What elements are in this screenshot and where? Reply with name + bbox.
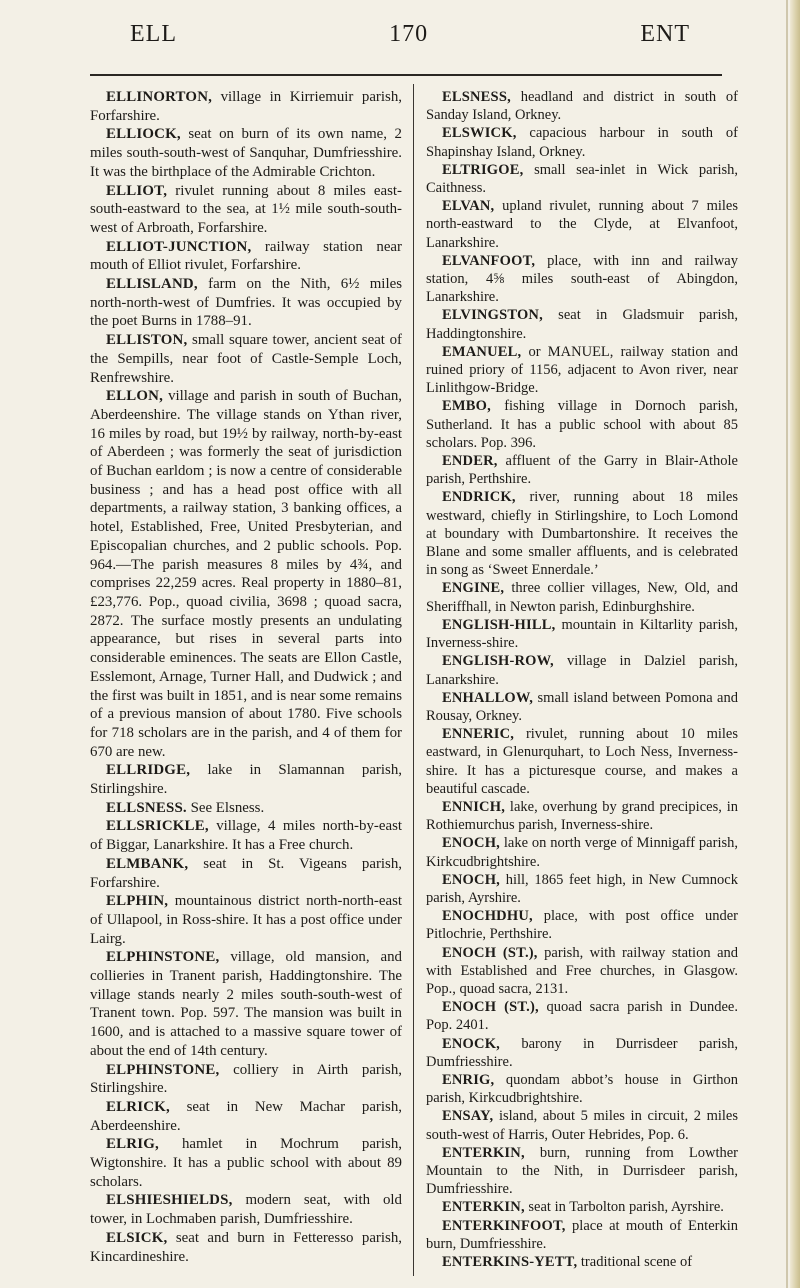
entry-headword: ELLON, <box>106 388 164 405</box>
entry-headword: ENNICH, <box>442 798 506 815</box>
entry-text: seat in Gladsmuir parish, Haddingtonshire. <box>426 307 738 342</box>
entry-text: or MANUEL, railway station and ruined priory of 1156, adjacent to Avon river, near Linlithgow-Bridge. <box>426 343 738 397</box>
gazetteer-entry <box>426 1198 738 1216</box>
page-edge <box>790 0 800 1288</box>
page-edge-line <box>786 0 788 1288</box>
entry-text: lake on north verge of Minnigaff parish, Kirkcudbrightshire. <box>426 835 738 870</box>
gazetteer-entry <box>426 1217 738 1253</box>
gazetteer-entry <box>90 761 402 798</box>
gazetteer-entry <box>426 88 738 124</box>
entry-headword: ENSAY, <box>442 1108 494 1125</box>
entry-text: village, 4 miles north-by-east of Biggar, Lanarkshire. It has a Free church. <box>90 818 402 854</box>
right-column <box>426 88 738 1271</box>
entry-text: capacious harbour in south of Shapinshay Island, Orkney. <box>426 125 738 160</box>
entry-headword: ELLINORTON, <box>106 89 213 105</box>
gazetteer-entry <box>426 725 738 798</box>
entry-headword: ELPHIN, <box>106 893 169 910</box>
entry-text: river, running about 18 miles westward, chiefly in Stirlingshire, to Loch Lomond at boundary with Dumbartonshire. It receives the Blane and some smaller affluents, and is celebrated in song as ‘Sweet Ennerdale.’ <box>426 489 738 579</box>
entry-headword: ELLRIDGE, <box>106 762 191 779</box>
entry-headword: EMBO, <box>442 398 491 415</box>
entry-headword: ELLISLAND, <box>106 276 198 293</box>
entry-text: place at mouth of Enterkin burn, Dumfriesshire. <box>426 1217 738 1252</box>
entry-text: affluent of the Garry in Blair-Athole parish, Perthshire. <box>426 453 738 488</box>
entry-text: island, about 5 miles in circuit, 2 miles south-west of Harris, Outer Hebrides, Pop. 6. <box>426 1108 738 1143</box>
entry-text: traditional scene of <box>577 1254 693 1270</box>
entry-headword: ENGLISH-HILL, <box>442 616 556 633</box>
entry-text: place, with inn and railway station, 4⅝ miles south-east of Abingdon, Lanarkshire. <box>426 252 738 306</box>
left-guide-word: ELL <box>130 20 177 47</box>
gazetteer-entry <box>90 125 402 181</box>
gazetteer-entry <box>90 855 402 892</box>
entry-text: headland and district in south of Sanday Island, Orkney. <box>426 89 738 124</box>
gazetteer-entry <box>90 88 402 125</box>
entry-headword: ELLSNESS. <box>106 799 187 816</box>
entry-text: quoad sacra parish in Dundee. Pop. 2401. <box>426 999 738 1034</box>
gazetteer-entry <box>90 182 402 238</box>
gazetteer-entry <box>426 161 738 197</box>
entry-text: seat in New Machar parish, Aberdeenshire. <box>90 1098 402 1134</box>
entry-text: lake in Slamannan parish, Stirlingshire. <box>90 762 402 798</box>
entry-text: mountain in Kiltarlity parish, Inverness-shire. <box>426 616 738 652</box>
gazetteer-entry <box>426 871 738 907</box>
gazetteer-entry <box>90 1191 402 1228</box>
entry-text: modern seat, with old tower, in Lochmaben parish, Dumfriesshire. <box>90 1192 402 1228</box>
entry-headword: ELSHIESHIELDS, <box>106 1192 233 1209</box>
entry-headword: ELLISTON, <box>106 332 188 349</box>
entry-headword: ELTRIGOE, <box>442 161 524 178</box>
gazetteer-entry <box>90 387 402 761</box>
entry-text: village and parish in south of Buchan, Aberdeenshire. The village stands on Ythan river, 16 miles by road, but 19½ by railway, north-by-east of Aberdeen ; was formerly the seat of jurisdiction of Buchan earldom ; is now a centre of considerable business ; and has a head post office with all departments, a railway station, 3 banking offices, a hotel, Established, Free, United Presbyterian, and Episcopalian churches, and 2 public schools. Pop. 964.—The parish measures 8 miles by 4¾, and comprises 22,259 acres. Real property in 1880–81, £23,776. Pop., quoad civilia, 3698 ; quoad sacra, 2872. The surface mostly presents an undulating appearance, but rises in several parts into considerable eminences. The seats are Ellon Castle, Esslemont, Arnage, Turner Hall, and Dudwick ; and the first was built in 1851, and is near some remains of a previous mansion of about 1780. Five schools for 718 scholars are in the parish, and 4 of them for 670 are new. <box>90 388 402 760</box>
entry-headword: ELPHINSTONE, <box>106 1061 220 1078</box>
entry-headword: ENOCHDHU, <box>442 908 533 925</box>
entry-headword: ELLIOT, <box>106 182 168 199</box>
entry-headword: ENOCH, <box>442 871 500 888</box>
entry-text: lake, overhung by grand precipices, in Rothiemurchus parish, Inverness-shire. <box>426 798 738 834</box>
gazetteer-entry <box>426 1035 738 1071</box>
entry-text: seat and burn in Fetteresso parish, Kincardineshire. <box>90 1229 402 1265</box>
entry-text: small square tower, ancient seat of the Sempills, near foot of Castle-Semple Loch, Renfrewshire. <box>90 332 402 386</box>
entry-headword: ENTERKINS-YETT, <box>442 1254 578 1270</box>
entry-headword: ELSWICK, <box>442 125 517 142</box>
gazetteer-entry <box>90 1061 402 1098</box>
entry-text: three collier villages, New, Old, and Sheriffhall, in Newton parish, Edinburghshire. <box>426 580 738 615</box>
entry-headword: ELSNESS, <box>442 89 511 105</box>
column-divider <box>413 84 414 1276</box>
entry-text: rivulet running about 8 miles east-south-eastward to the sea, at 1½ mile south-south-west of Arbroath, Forfarshire. <box>90 182 402 236</box>
gazetteer-entry <box>426 1144 738 1199</box>
entry-text: parish, with railway station and with Established and Free churches, in Glasgow. Pop., quoad sacra, 2131. <box>426 944 739 997</box>
entry-text: fishing village in Dornoch parish, Sutherland. It has a public school with about 85 scholars. Pop. 396. <box>426 398 738 451</box>
entry-headword: ELRICK, <box>106 1098 170 1115</box>
header-rule <box>90 74 722 76</box>
entry-headword: EMANUEL, <box>442 343 522 360</box>
gazetteer-entry <box>90 1098 402 1135</box>
page-number: 170 <box>389 20 429 47</box>
gazetteer-entry <box>426 306 738 342</box>
entry-text: railway station near mouth of Elliot rivulet, Forfarshire. <box>90 238 402 274</box>
gazetteer-entry <box>90 238 402 275</box>
gazetteer-entry <box>426 124 738 160</box>
entry-text: village, old mansion, and collieries in Tranent parish, Haddingtonshire. The village stands nearly 2 miles south-south-west of Tranent town. Pop. 597. The mansion was built in 1600, and is attached to a massive square tower of about the end of 14th century. <box>90 949 402 1059</box>
entry-text: seat on burn of its own name, 2 miles south-south-west of Sanquhar, Dumfriesshire. It was the birthplace of the Admirable Crichton. <box>90 126 402 180</box>
entry-text: See Elsness. <box>186 799 265 816</box>
entry-text: seat in St. Vigeans parish, Forfarshire. <box>90 855 402 891</box>
entry-headword: ENTERKINFOOT, <box>442 1217 566 1234</box>
entry-headword: ELLIOT-JUNCTION, <box>106 238 252 255</box>
entry-text: hamlet in Mochrum parish, Wigtonshire. It has a public school with about 89 scholars. <box>90 1136 402 1190</box>
gazetteer-entry <box>426 834 738 870</box>
gazetteer-entry <box>426 488 738 579</box>
gazetteer-entry <box>90 892 402 948</box>
entry-headword: ELVINGSTON, <box>442 307 543 324</box>
gazetteer-entry <box>426 652 738 688</box>
entry-text: hill, 1865 feet high, in New Cumnock parish, Ayrshire. <box>426 871 738 906</box>
gazetteer-entry <box>90 799 402 818</box>
gazetteer-entry <box>426 616 738 652</box>
entry-headword: ELPHINSTONE, <box>106 949 220 966</box>
entry-headword: ELSICK, <box>106 1229 168 1246</box>
entry-headword: ENTERKIN, <box>442 1199 525 1216</box>
entry-text: burn, running from Lowther Mountain to the Nith, in Durrisdeer parish, Dumfriesshire. <box>426 1144 738 1198</box>
entry-headword: ELVANFOOT, <box>442 252 536 269</box>
gazetteer-entry <box>426 397 738 452</box>
entry-headword: ENDER, <box>442 453 498 470</box>
entry-text: farm on the Nith, 6½ miles north-north-west of Dumfries. It was occupied by the poet Burns in 1788–91. <box>90 276 402 330</box>
entry-headword: ENDRICK, <box>442 489 516 506</box>
gazetteer-entry <box>426 998 738 1034</box>
entry-text: seat in Tarbolton parish, Ayrshire. <box>524 1199 724 1216</box>
entry-headword: ENGINE, <box>442 580 505 597</box>
entry-headword: ELLIOCK, <box>106 126 181 143</box>
entry-headword: ENOCH (ST.), <box>442 999 539 1016</box>
entry-headword: ENOCH, <box>442 835 500 852</box>
entry-text: small island between Pomona and Rousay, Orkney. <box>426 689 738 724</box>
entry-headword: ELRIG, <box>106 1136 159 1153</box>
gazetteer-entry <box>90 817 402 854</box>
entry-text: mountainous district north-north-east of Ullapool, in Ross-shire. It has a post office under Lairg. <box>90 893 402 947</box>
entry-text: barony in Durrisdeer parish, Dumfriesshire. <box>426 1035 738 1070</box>
gazetteer-entry <box>426 343 738 398</box>
gazetteer-entry <box>426 197 738 252</box>
entry-text: upland rivulet, running about 7 miles north-eastward to the Clyde, at Elvanfoot, Lanarkshire. <box>426 198 738 251</box>
entry-text: village in Kirriemuir parish, Forfarshire. <box>90 89 402 124</box>
gazetteer-entry <box>90 1135 402 1191</box>
entry-headword: ENNERIC, <box>442 726 515 743</box>
gazetteer-entry <box>426 689 738 725</box>
entry-text: rivulet, running about 10 miles eastward, in Glenurquhart, to Loch Ness, Inverness-shire. It has a picturesque course, and makes a beautiful cascade. <box>426 726 738 797</box>
running-header <box>130 14 690 54</box>
entry-headword: ENHALLOW, <box>442 689 534 706</box>
gazetteer-entry <box>426 452 738 488</box>
entry-headword: ELMBANK, <box>106 855 189 872</box>
entry-headword: ENOCH (ST.), <box>442 944 538 961</box>
left-column <box>90 88 402 1266</box>
entry-text: colliery in Airth parish, Stirlingshire. <box>90 1061 402 1097</box>
gazetteer-entry <box>426 579 738 615</box>
gazetteer-entry <box>426 1107 738 1143</box>
gazetteer-entry <box>426 944 738 999</box>
gazetteer-entry <box>426 1253 738 1271</box>
entry-headword: ELVAN, <box>442 198 495 215</box>
gazetteer-entry <box>426 907 738 943</box>
entry-text: small sea-inlet in Wick parish, Caithness. <box>426 161 738 197</box>
entry-headword: ENRIG, <box>442 1071 495 1088</box>
entry-headword: ENOCK, <box>442 1035 500 1052</box>
entry-headword: ENGLISH-ROW, <box>442 653 554 670</box>
gazetteer-entry <box>426 1071 738 1107</box>
gazetteer-entry <box>90 948 402 1060</box>
entry-headword: ELLSRICKLE, <box>106 818 209 835</box>
gazetteer-entry <box>90 275 402 331</box>
entry-headword: ENTERKIN, <box>442 1144 525 1161</box>
gazetteer-entry <box>90 1229 402 1266</box>
gazetteer-entry <box>426 252 738 307</box>
entry-text: quondam abbot’s house in Girthon parish, Kirkcudbrightshire. <box>426 1071 738 1107</box>
gazetteer-entry <box>90 331 402 387</box>
gazetteer-entry <box>426 798 738 834</box>
right-guide-word: ENT <box>640 20 690 47</box>
entry-text: village in Dalziel parish, Lanarkshire. <box>426 653 738 688</box>
entry-text: place, with post office under Pitlochrie, Perthshire. <box>426 908 738 943</box>
